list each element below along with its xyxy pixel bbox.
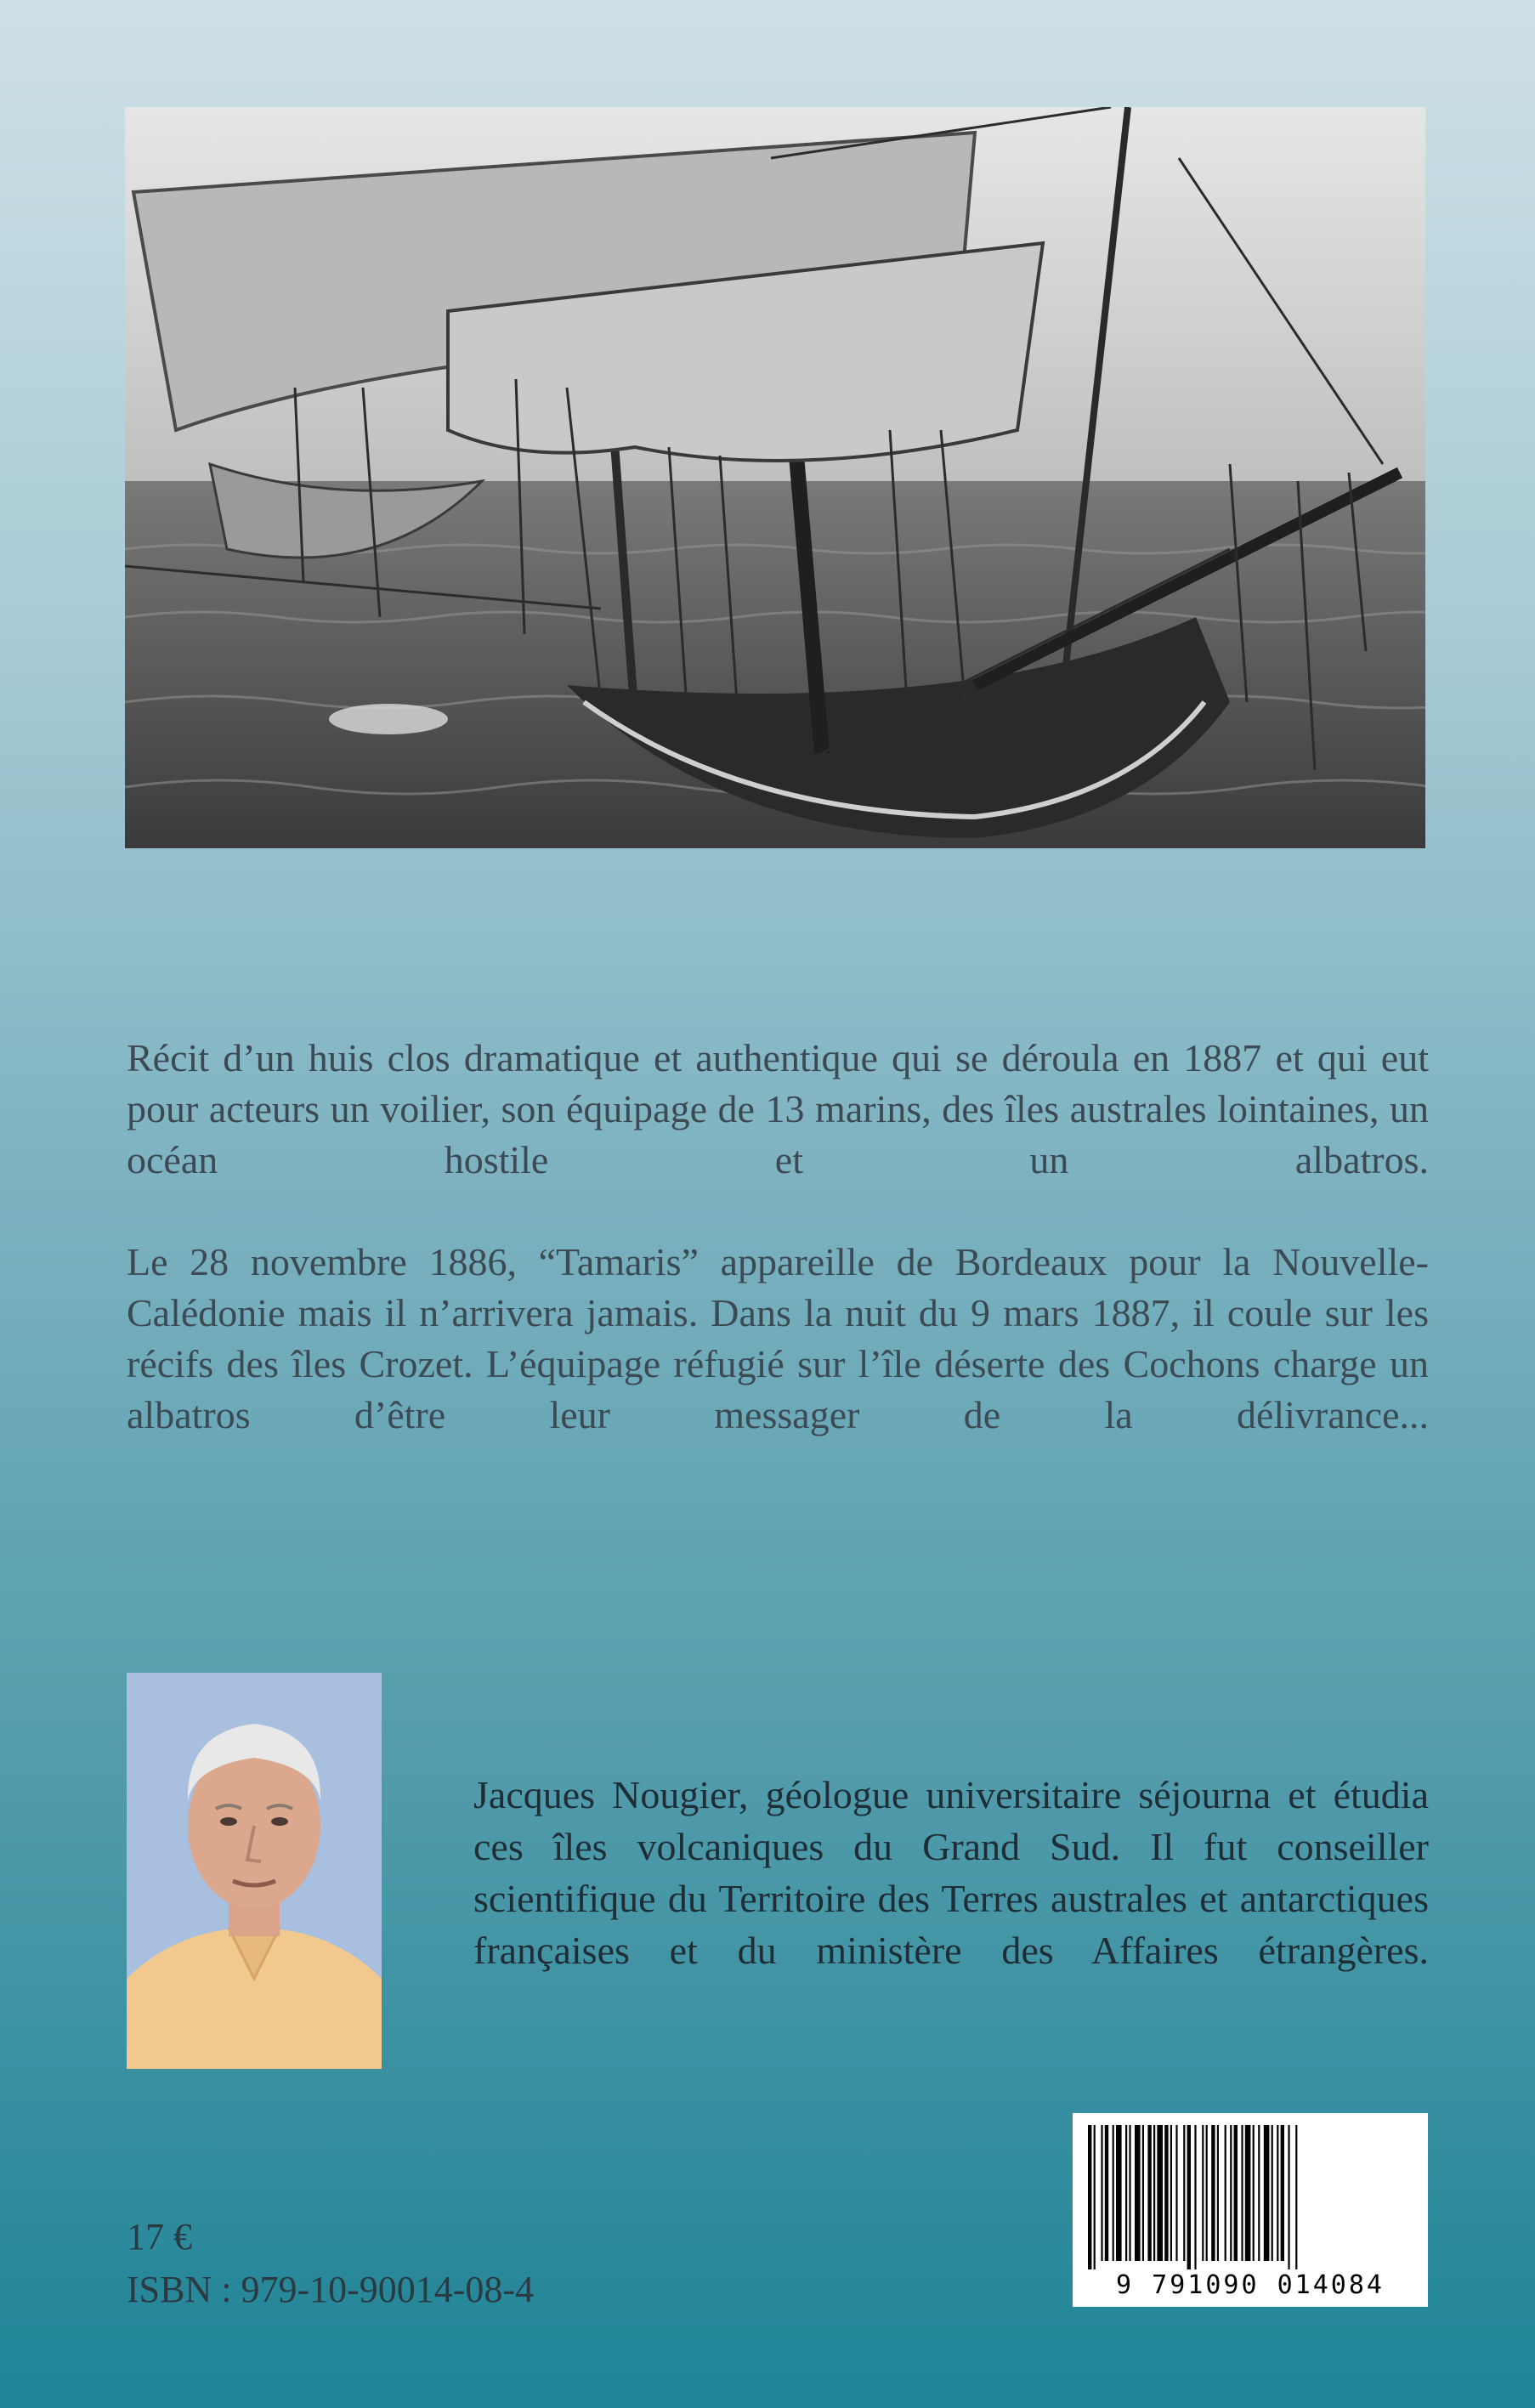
barcode-bar (1258, 2125, 1260, 2261)
barcode-bar (1264, 2125, 1270, 2261)
barcode-bar (1230, 2125, 1232, 2261)
synopsis-paragraph-1: Récit d’un huis clos dramatique et authentique qui se déroula en 1887 et qui eut pour acteurs un voilier, son équipage de 13 marins, des îles australes lointaines, un océan hostile et un albatros. (127, 1036, 1429, 1181)
barcode-digits: 9 791090 014084 (1116, 2270, 1385, 2300)
barcode-bar (1234, 2125, 1238, 2261)
barcode-bar (1113, 2125, 1114, 2261)
barcode-bar (1217, 2125, 1219, 2261)
barcode-bar (1105, 2125, 1108, 2261)
synopsis-paragraph-2: Le 28 novembre 1886, “Tamaris” appareille de Bordeaux pour la Nouvelle-Calédonie mais il n’arrivera jamais. Dans la nuit du 9 mars 1887, il coule sur les récifs des îles Crozet. L’équipage réfugié sur l’île déserte des Cochons charge un albatros d’être leur messager de la délivrance... (127, 1240, 1429, 1436)
barcode-bar (1116, 2125, 1122, 2261)
author-portrait (127, 1673, 382, 2069)
barcode-bar (1135, 2125, 1141, 2261)
barcode-bar (1281, 2125, 1284, 2261)
barcode-bar (1225, 2125, 1226, 2261)
barcode-bar (1101, 2125, 1102, 2261)
barcode-bar (1272, 2125, 1273, 2261)
barcode-bar (1295, 2125, 1297, 2269)
isbn-barcode (1073, 2113, 1428, 2307)
barcode-bar (1157, 2125, 1163, 2261)
barcode-bar (1164, 2125, 1168, 2261)
barcode-bar (1142, 2125, 1144, 2261)
barcode-bar (1277, 2125, 1278, 2261)
barcode-bar (1129, 2125, 1130, 2261)
barcode-bar (1202, 2125, 1204, 2261)
avatar (127, 1673, 382, 2069)
barcode-bar (1094, 2125, 1096, 2269)
barcode-bar (1194, 2125, 1196, 2269)
ship-illustration (125, 107, 1425, 848)
author-bio: Jacques Nougier, géologue universitaire séjourna et étudia ces îles volcaniques du Grand Sud. Il fut conseiller scientifique du Territoire des Terres australes et antarctiques françaises et du ministère des Affaires étrangères. (473, 1773, 1429, 1972)
barcode-bar (1170, 2125, 1172, 2261)
barcode-bar (1288, 2125, 1289, 2269)
barcode-bar (1147, 2125, 1151, 2261)
barcode-bar (1211, 2125, 1215, 2261)
barcode-bars (1073, 2113, 1428, 2275)
barcode-bar (1183, 2125, 1185, 2261)
barcode-bar (1088, 2125, 1091, 2269)
barcode-bar (1153, 2125, 1155, 2261)
barcode-bar (1253, 2125, 1255, 2261)
isbn-label: ISBN : 979-10-90014-08-4 (127, 2269, 535, 2310)
barcode-bar (1245, 2125, 1251, 2261)
barcode-bar (1241, 2125, 1243, 2261)
barcode-bar (1187, 2125, 1191, 2269)
price-label: 17 € (127, 2216, 192, 2258)
ship-photo (125, 107, 1425, 848)
barcode-bar (1206, 2125, 1208, 2261)
barcode-bar (1125, 2125, 1127, 2261)
barcode-bar (1175, 2125, 1177, 2261)
